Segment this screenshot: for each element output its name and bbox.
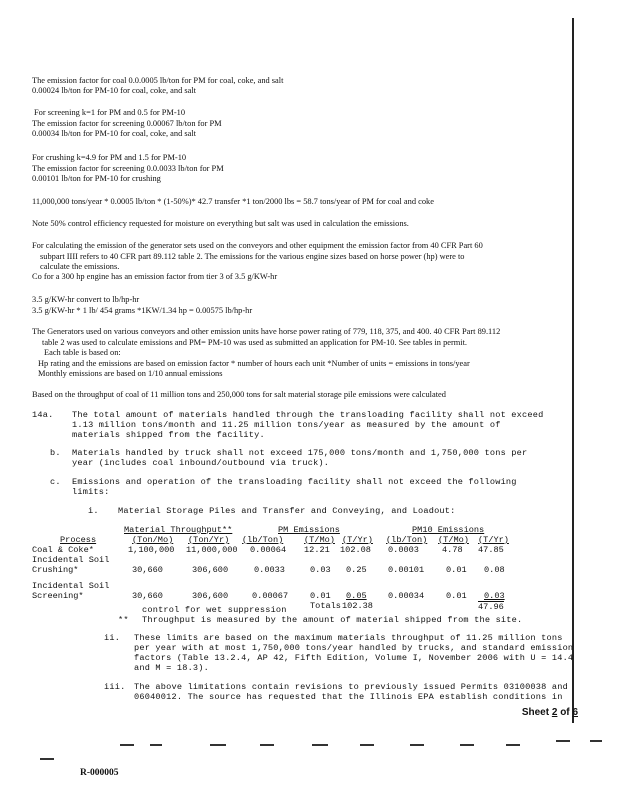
text-line: subpart IIII refers to 40 CFR part 89.112 table 2. The emissions for the various engine sizes based on horse power (hp) were to bbox=[40, 252, 465, 261]
note-number: iii. bbox=[104, 682, 126, 692]
table-cell: 0.03 bbox=[310, 565, 331, 575]
column-header: (T/Yr) bbox=[478, 535, 509, 545]
column-header: (T/Mo) bbox=[438, 535, 469, 545]
text-line: Based on the throughput of coal of 11 million tons and 250,000 tons for salt material storage pile emissions were calculated bbox=[32, 390, 446, 399]
note-line: The above limitations contain revisions to previously issued Permits 03100038 and bbox=[134, 682, 568, 692]
sheet-prefix: Sheet bbox=[521, 707, 550, 718]
condition-number: c. bbox=[50, 477, 61, 487]
table-cell: Incidental Soil bbox=[32, 581, 110, 591]
condition-number: b. bbox=[50, 448, 61, 458]
scan-artifact bbox=[150, 744, 162, 746]
table-cell: 30,660 bbox=[132, 591, 163, 601]
header-pm10: PM10 Emissions bbox=[412, 525, 485, 535]
table-cell: 0.01 bbox=[446, 565, 467, 575]
text-line: 0.00024 lb/ton for PM-10 for coal, coke, and salt bbox=[32, 86, 196, 95]
sheet-number bbox=[522, 707, 578, 718]
table-cell: 0.08 bbox=[484, 565, 505, 575]
table-cell: 4.78 bbox=[442, 545, 463, 555]
condition-line: Material Storage Piles and Transfer and Conveying, and Loadout: bbox=[118, 506, 456, 516]
pm10-total: 47.96 bbox=[478, 602, 504, 612]
text-line: 0.00034 lb/ton for PM-10 for coal, coke, and salt bbox=[32, 129, 196, 138]
text-line: Co for a 300 hp engine has an emission factor from tier 3 of 3.5 g/KW-hr bbox=[32, 272, 278, 281]
document-id: R-000005 bbox=[80, 768, 119, 778]
margin-rule bbox=[572, 18, 574, 723]
column-header: (Ton/Mo) bbox=[132, 535, 174, 545]
text-line: calculate the emissions. bbox=[40, 262, 120, 271]
table-cell: 0.05 bbox=[346, 591, 367, 601]
column-header: Process bbox=[60, 535, 97, 545]
table-cell: 0.03 bbox=[484, 591, 505, 601]
text-line: 0.00101 lb/ton for PM-10 for crushing bbox=[32, 174, 161, 183]
table-cell: 0.00067 bbox=[252, 591, 289, 601]
condition-line: Emissions and operation of the transloading facility shall not exceed the following bbox=[72, 477, 517, 487]
scan-artifact bbox=[410, 744, 424, 746]
pm-total: 102.38 bbox=[342, 601, 373, 611]
text-line: 3.5 g/KW-hr convert to lb/hp-hr bbox=[32, 295, 140, 304]
table-cell: 102.08 bbox=[340, 545, 371, 555]
table-cell: 0.00064 bbox=[250, 545, 287, 555]
text-line: 3.5 g/KW-hr * 1 lb/ 454 grams *1KW/1.34 hp = 0.00575 lb/hp-hr bbox=[32, 306, 253, 315]
condition-line: limits: bbox=[72, 487, 110, 497]
header-throughput: Material Throughput** bbox=[124, 525, 233, 535]
note-line: factors (Table 13.2.4, AP 42, Fifth Edition, Volume I, November 2006 with U = 14.4 bbox=[134, 653, 574, 663]
text-line: The emission factor for screening 0.00067 lb/ton for PM bbox=[32, 119, 222, 128]
scan-artifact bbox=[556, 740, 570, 742]
table-cell: 0.0033 bbox=[254, 565, 285, 575]
column-header: (Ton/Yr) bbox=[188, 535, 230, 545]
text-line: The emission factor for screening 0.0.0033 lb/ton for PM bbox=[32, 164, 224, 173]
text-line: For calculating the emission of the generator sets used on the conveyors and other equipment the emission factor from 40 CFR Part 60 bbox=[32, 241, 483, 250]
text-line: 11,000,000 tons/year * 0.0005 lb/ton * (1-50%)* 42.7 transfer *1 ton/2000 lbs = 58.7 tons/year of PM for coal and coke bbox=[32, 197, 434, 206]
column-header: (T/Yr) bbox=[342, 535, 373, 545]
footnote: Throughput is measured by the amount of material shipped from the site. bbox=[142, 615, 523, 625]
text-line: Note 50% control efficiency requested for moisture on everything but salt was used in calculation the emissions. bbox=[32, 219, 409, 228]
table-cell: 0.01 bbox=[310, 591, 331, 601]
scan-artifact bbox=[506, 744, 520, 746]
note-line: and M = 18.3). bbox=[134, 663, 209, 673]
table-cell: Incidental Soil bbox=[32, 555, 110, 565]
table-cell: 0.00034 bbox=[388, 591, 425, 601]
condition-number: i. bbox=[88, 506, 99, 516]
table-cell: Coal & Coke* bbox=[32, 545, 94, 555]
table-cell: 30,660 bbox=[132, 565, 163, 575]
condition-line: materials shipped from the facility. bbox=[72, 430, 265, 440]
table-cell: 47.85 bbox=[478, 545, 504, 555]
totals-label: Totals bbox=[310, 601, 341, 611]
condition-line: Materials handled by truck shall not exceed 175,000 tons/month and 1,750,000 tons per bbox=[72, 448, 528, 458]
condition-line: year (includes coal inbound/outbound via truck). bbox=[72, 458, 330, 468]
scan-artifact bbox=[260, 744, 274, 746]
text-line: The emission factor for coal 0.0.0005 lb/ton for PM for coal, coke, and salt bbox=[32, 76, 284, 85]
sheet-total: 6 bbox=[572, 707, 578, 718]
column-header: (lb/Ton) bbox=[242, 535, 284, 545]
table-cell: Screening* bbox=[32, 591, 84, 601]
table-cell: 11,000,000 bbox=[186, 545, 238, 555]
condition-line: 1.13 million tons/month and 11.25 million tons/year as measured by the amount of bbox=[72, 420, 501, 430]
sheet-current: 2 bbox=[551, 707, 558, 718]
table-cell: 12.21 bbox=[304, 545, 330, 555]
text-line: table 2 was used to calculate emissions and PM= PM-10 was used as submitted an application for PM-10. See tables in permit. bbox=[42, 338, 468, 347]
text-line: The Generators used on various conveyors and other emission units have horse power rating of 779, 118, 375, and 400. 40 CFR Part 89.112 bbox=[32, 327, 501, 336]
condition-line: The total amount of materials handled through the transloading facility shall not exceed bbox=[72, 410, 544, 420]
table-cell: 306,600 bbox=[192, 591, 229, 601]
note-line: These limits are based on the maximum materials throughput of 11.25 million tons bbox=[134, 633, 563, 643]
table-cell: 0.01 bbox=[446, 591, 467, 601]
column-header: (T/Mo) bbox=[304, 535, 335, 545]
scan-artifact bbox=[120, 744, 134, 746]
table-cell: 306,600 bbox=[192, 565, 229, 575]
table-cell: 1,100,000 bbox=[128, 545, 175, 555]
scan-artifact bbox=[360, 744, 374, 746]
text-line: Monthly emissions are based on 1/10 annual emissions bbox=[38, 369, 223, 378]
footnote-mark: ** bbox=[118, 615, 129, 625]
footnote: control for wet suppression bbox=[142, 605, 287, 615]
table-cell: 0.25 bbox=[346, 565, 367, 575]
sheet-of: of bbox=[560, 707, 570, 718]
table-cell: 0.00101 bbox=[388, 565, 425, 575]
note-line: 06040012. The source has requested that the Illinois EPA establish conditions in bbox=[134, 692, 563, 702]
scan-artifact bbox=[590, 740, 602, 742]
scan-artifact bbox=[40, 758, 54, 760]
note-line: per year with at most 1,750,000 tons/year handled by trucks, and standard emission bbox=[134, 643, 574, 653]
scan-artifact bbox=[210, 744, 226, 746]
text-line: Hp rating and the emissions are based on emission factor * number of hours each unit *Number of units = emissions in tons/year bbox=[38, 359, 470, 368]
text-line: For crushing k=4.9 for PM and 1.5 for PM-10 bbox=[32, 153, 187, 162]
table-cell: 0.0003 bbox=[388, 545, 419, 555]
note-number: ii. bbox=[104, 633, 121, 643]
scan-artifact bbox=[312, 744, 328, 746]
header-pm: PM Emissions bbox=[278, 525, 340, 535]
scan-artifact bbox=[460, 744, 474, 746]
text-line: For screening k=1 for PM and 0.5 for PM-10 bbox=[34, 108, 186, 117]
column-header: (lb/Ton) bbox=[386, 535, 428, 545]
text-line: Each table is based on: bbox=[44, 348, 121, 357]
condition-number: 14a. bbox=[32, 410, 54, 420]
table-cell: Crushing* bbox=[32, 565, 79, 575]
